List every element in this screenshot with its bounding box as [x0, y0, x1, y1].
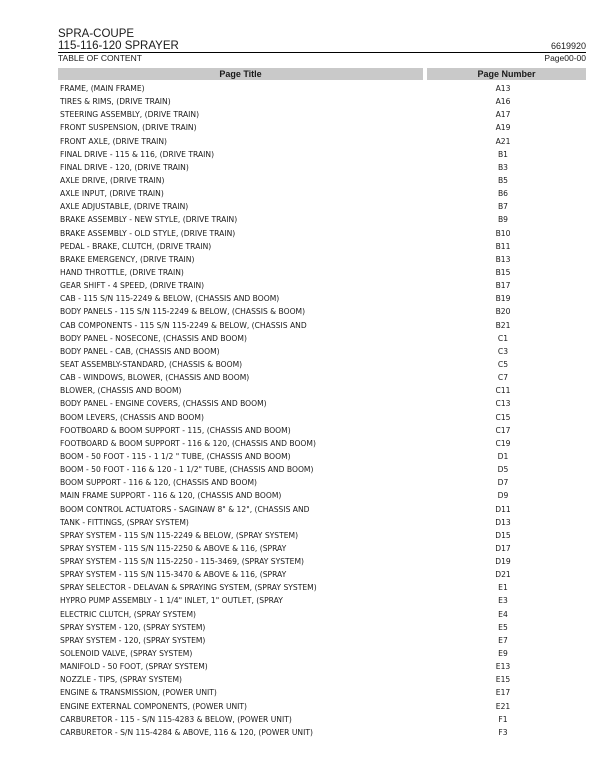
toc-row — [58, 700, 586, 713]
toc-entry-title: BODY PANEL - NOSECONE, (CHASSIS AND BOOM) — [60, 333, 247, 343]
toc-row — [58, 503, 586, 516]
toc-row — [58, 450, 586, 463]
toc-entry-title: MANIFOLD - 50 FOOT, (SPRAY SYSTEM) — [60, 662, 208, 672]
column-headers — [58, 68, 586, 80]
toc-row — [58, 371, 586, 384]
toc-entry-page: A16 — [495, 97, 511, 107]
toc-entry-page: E3 — [498, 596, 508, 606]
toc-entry-title: BODY PANEL - CAB, (CHASSIS AND BOOM) — [60, 346, 220, 356]
toc-entry-page: D11 — [495, 504, 511, 514]
toc-row — [58, 384, 586, 397]
toc-row — [58, 213, 586, 226]
toc-entry-page: A21 — [495, 136, 511, 146]
toc-entry-page: C19 — [495, 438, 511, 448]
toc-entry-page: F1 — [498, 714, 508, 724]
toc-row — [58, 358, 586, 371]
part-number: 6619920 — [550, 41, 586, 51]
toc-entry-page: E21 — [495, 701, 511, 711]
toc-entry-page: E7 — [498, 635, 508, 645]
toc-row — [58, 253, 586, 266]
toc-entry-title: BOOM SUPPORT - 116 & 120, (CHASSIS AND BOOM) — [60, 478, 257, 488]
toc-row — [58, 581, 586, 594]
toc-entry-title: SPRAY SYSTEM - 115 S/N 115-2250 & ABOVE & 116, (SPRAY — [60, 543, 287, 553]
toc-entry-page: A19 — [495, 123, 511, 133]
document-header — [58, 28, 586, 64]
toc-entry-title: SPRAY SYSTEM - 115 S/N 115-3470 & ABOVE & 116, (SPRAY — [60, 570, 287, 580]
toc-row — [58, 95, 586, 108]
page-reference: Page00-00 — [544, 53, 586, 63]
toc-entry-title: FOOTBOARD & BOOM SUPPORT - 115, (CHASSIS AND BOOM) — [60, 425, 291, 435]
toc-entry-page: E17 — [495, 688, 511, 698]
toc-entry-page: D7 — [497, 478, 509, 488]
toc-entry-page: C15 — [495, 412, 511, 422]
toc-entry-page: C17 — [495, 425, 511, 435]
toc-row — [58, 82, 586, 95]
toc-row — [58, 608, 586, 621]
toc-row — [58, 200, 586, 213]
toc-row — [58, 266, 586, 279]
page-title-column-header: Page Title — [58, 68, 423, 80]
toc-entry-title: SPRAY SYSTEM - 115 S/N 115-2249 & BELOW, (SPRAY SYSTEM) — [60, 530, 299, 540]
doc-title: TABLE OF CONTENT — [58, 53, 142, 63]
toc-entry-page: E15 — [495, 675, 511, 685]
toc-entry-page: D17 — [495, 543, 511, 553]
toc-entry-page: D19 — [495, 557, 511, 567]
toc-entry-page: B3 — [497, 162, 509, 172]
toc-entry-title: BOOM - 50 FOOT - 116 & 120 - 1 1/2" TUBE, (CHASSIS AND BOOM) — [60, 465, 314, 475]
toc-row — [58, 542, 586, 555]
toc-entry-title: FINAL DRIVE - 120, (DRIVE TRAIN) — [60, 162, 189, 172]
toc-row — [58, 726, 586, 739]
toc-row — [58, 529, 586, 542]
toc-entry-page: D15 — [495, 530, 511, 540]
doc-title-row — [58, 53, 586, 64]
toc-row — [58, 135, 586, 148]
toc-entry-title: ELECTRIC CLUTCH, (SPRAY SYSTEM) — [60, 609, 196, 619]
toc-entry-title: CARBURETOR - S/N 115-4284 & ABOVE, 116 & 120, (POWER UNIT) — [60, 727, 313, 737]
toc-entry-page: C11 — [495, 386, 511, 396]
toc-entry-page: B19 — [495, 294, 511, 304]
toc-entry-title: AXLE INPUT, (DRIVE TRAIN) — [60, 189, 164, 199]
toc-row — [58, 555, 586, 568]
toc-row — [58, 621, 586, 634]
model-row — [58, 40, 586, 53]
toc-entry-title: FINAL DRIVE - 115 & 116, (DRIVE TRAIN) — [60, 149, 215, 159]
toc-entry-page: B5 — [497, 175, 509, 185]
toc-row — [58, 108, 586, 121]
toc-entry-page: C5 — [497, 359, 509, 369]
toc-entry-page: D9 — [497, 491, 509, 501]
toc-entry-title: TIRES & RIMS, (DRIVE TRAIN) — [60, 97, 171, 107]
toc-entry-title: BOOM LEVERS, (CHASSIS AND BOOM) — [60, 412, 204, 422]
toc-entry-title: BRAKE ASSEMBLY - OLD STYLE, (DRIVE TRAIN) — [60, 228, 236, 238]
toc-entry-title: HYPRO PUMP ASSEMBLY - 1 1/4" INLET, 1" OUTLET, (SPRAY — [60, 596, 283, 606]
toc-entry-title: BOOM CONTROL ACTUATORS - SAGINAW 8" & 12", (CHASSIS AND — [60, 504, 310, 514]
toc-entry-page: C1 — [497, 333, 509, 343]
toc-row — [58, 686, 586, 699]
toc-row — [58, 148, 586, 161]
toc-entry-page: B10 — [495, 228, 511, 238]
toc-row — [58, 463, 586, 476]
toc-entry-title: SOLENOID VALVE, (SPRAY SYSTEM) — [60, 649, 193, 659]
toc-row — [58, 227, 586, 240]
toc-entry-page: B13 — [495, 254, 511, 264]
toc-entry-page: E9 — [498, 649, 508, 659]
toc-row — [58, 279, 586, 292]
toc-entry-title: AXLE DRIVE, (DRIVE TRAIN) — [60, 175, 165, 185]
toc-row — [58, 634, 586, 647]
toc-entry-title: CARBURETOR - 115 - S/N 115-4283 & BELOW, (POWER UNIT) — [60, 714, 292, 724]
toc-entry-title: BOOM - 50 FOOT - 115 - 1 1/2 " TUBE, (CHASSIS AND BOOM) — [60, 451, 291, 461]
toc-entry-title: CAB - 115 S/N 115-2249 & BELOW, (CHASSIS AND BOOM) — [60, 294, 280, 304]
toc-entry-page: E13 — [495, 662, 511, 672]
toc-entry-page: B7 — [497, 202, 509, 212]
toc-entry-title: HAND THROTTLE, (DRIVE TRAIN) — [60, 267, 184, 277]
toc-row — [58, 345, 586, 358]
toc-entry-page: A13 — [495, 84, 511, 93]
toc-row — [58, 411, 586, 424]
toc-entry-page: B9 — [497, 215, 509, 225]
toc-entry-page: F3 — [498, 727, 508, 737]
toc-entry-title: PEDAL - BRAKE, CLUTCH, (DRIVE TRAIN) — [60, 241, 212, 251]
model-title: 115-116-120 SPRAYER — [58, 40, 179, 52]
toc-row — [58, 489, 586, 502]
toc-entry-title: BLOWER, (CHASSIS AND BOOM) — [60, 386, 182, 396]
toc-entry-title: NOZZLE - TIPS, (SPRAY SYSTEM) — [60, 675, 182, 685]
toc-entry-title: AXLE ADJUSTABLE, (DRIVE TRAIN) — [60, 202, 189, 212]
toc-row — [58, 305, 586, 318]
toc-entry-title: CAB - WINDOWS, BLOWER, (CHASSIS AND BOOM) — [60, 373, 250, 383]
toc-entry-title: ENGINE & TRANSMISSION, (POWER UNIT) — [60, 688, 217, 698]
toc-entry-page: E4 — [498, 609, 508, 619]
toc-row — [58, 332, 586, 345]
toc-row — [58, 660, 586, 673]
toc-row — [58, 174, 586, 187]
toc-entry-page: B15 — [495, 267, 511, 277]
toc-entry-title: SPRAY SYSTEM - 120, (SPRAY SYSTEM) — [60, 622, 206, 632]
toc-entry-page: A17 — [495, 110, 511, 120]
toc-row — [58, 568, 586, 581]
toc-entry-title: BRAKE EMERGENCY, (DRIVE TRAIN) — [60, 254, 195, 264]
toc-entry-title: SPRAY SELECTOR - DELAVAN & SPRAYING SYSTEM, (SPRAY SYSTEM) — [60, 583, 317, 593]
toc-list — [58, 82, 586, 739]
toc-entry-title: BODY PANEL - ENGINE COVERS, (CHASSIS AND BOOM) — [60, 399, 267, 409]
toc-entry-page: D1 — [497, 451, 509, 461]
toc-entry-title: TANK - FITTINGS, (SPRAY SYSTEM) — [60, 517, 189, 527]
toc-row — [58, 647, 586, 660]
toc-entry-page: C3 — [497, 346, 509, 356]
toc-row — [58, 713, 586, 726]
toc-entry-page: D13 — [495, 517, 511, 527]
toc-entry-page: B11 — [495, 241, 511, 251]
toc-entry-page: E5 — [498, 622, 508, 632]
toc-entry-page: B6 — [497, 189, 509, 199]
toc-row — [58, 424, 586, 437]
toc-entry-title: CAB COMPONENTS - 115 S/N 115-2249 & BELOW, (CHASSIS AND — [60, 320, 307, 330]
toc-entry-title: SPRAY SYSTEM - 120, (SPRAY SYSTEM) — [60, 635, 206, 645]
toc-entry-page: B17 — [495, 281, 511, 291]
toc-row — [58, 673, 586, 686]
toc-entry-title: BODY PANELS - 115 S/N 115-2249 & BELOW, (CHASSIS & BOOM) — [60, 307, 306, 317]
toc-row — [58, 397, 586, 410]
toc-entry-title: GEAR SHIFT - 4 SPEED, (DRIVE TRAIN) — [60, 281, 205, 291]
toc-entry-title: FOOTBOARD & BOOM SUPPORT - 116 & 120, (CHASSIS AND BOOM) — [60, 438, 316, 448]
toc-row — [58, 121, 586, 134]
toc-row — [58, 319, 586, 332]
page-number-column-header: Page Number — [427, 68, 586, 80]
toc-entry-title: BRAKE ASSEMBLY - NEW STYLE, (DRIVE TRAIN) — [60, 215, 238, 225]
toc-row — [58, 292, 586, 305]
brand-name: SPRA-COUPE — [58, 28, 135, 40]
toc-entry-page: B20 — [495, 307, 511, 317]
toc-entry-page: C13 — [495, 399, 511, 409]
toc-entry-page: B21 — [495, 320, 511, 330]
toc-entry-title: FRONT SUSPENSION, (DRIVE TRAIN) — [60, 123, 197, 133]
toc-entry-page: E1 — [498, 583, 508, 593]
toc-row — [58, 187, 586, 200]
toc-entry-title: ENGINE EXTERNAL COMPONENTS, (POWER UNIT) — [60, 701, 248, 711]
toc-row — [58, 594, 586, 607]
toc-row — [58, 161, 586, 174]
toc-entry-page: B1 — [497, 149, 509, 159]
toc-entry-title: STEERING ASSEMBLY, (DRIVE TRAIN) — [60, 110, 200, 120]
toc-row — [58, 476, 586, 489]
toc-entry-page: D21 — [495, 570, 511, 580]
toc-entry-page: D5 — [497, 465, 509, 475]
toc-entry-title: FRAME, (MAIN FRAME) — [60, 84, 145, 93]
toc-row — [58, 516, 586, 529]
toc-entry-title: MAIN FRAME SUPPORT - 116 & 120, (CHASSIS AND BOOM) — [60, 491, 282, 501]
toc-row — [58, 437, 586, 450]
toc-entry-title: SPRAY SYSTEM - 115 S/N 115-2250 - 115-3469, (SPRAY SYSTEM) — [60, 557, 304, 567]
toc-entry-title: SEAT ASSEMBLY-STANDARD, (CHASSIS & BOOM) — [60, 359, 243, 369]
toc-entry-title: FRONT AXLE, (DRIVE TRAIN) — [60, 136, 168, 146]
toc-entry-page: C7 — [497, 373, 509, 383]
toc-row — [58, 240, 586, 253]
